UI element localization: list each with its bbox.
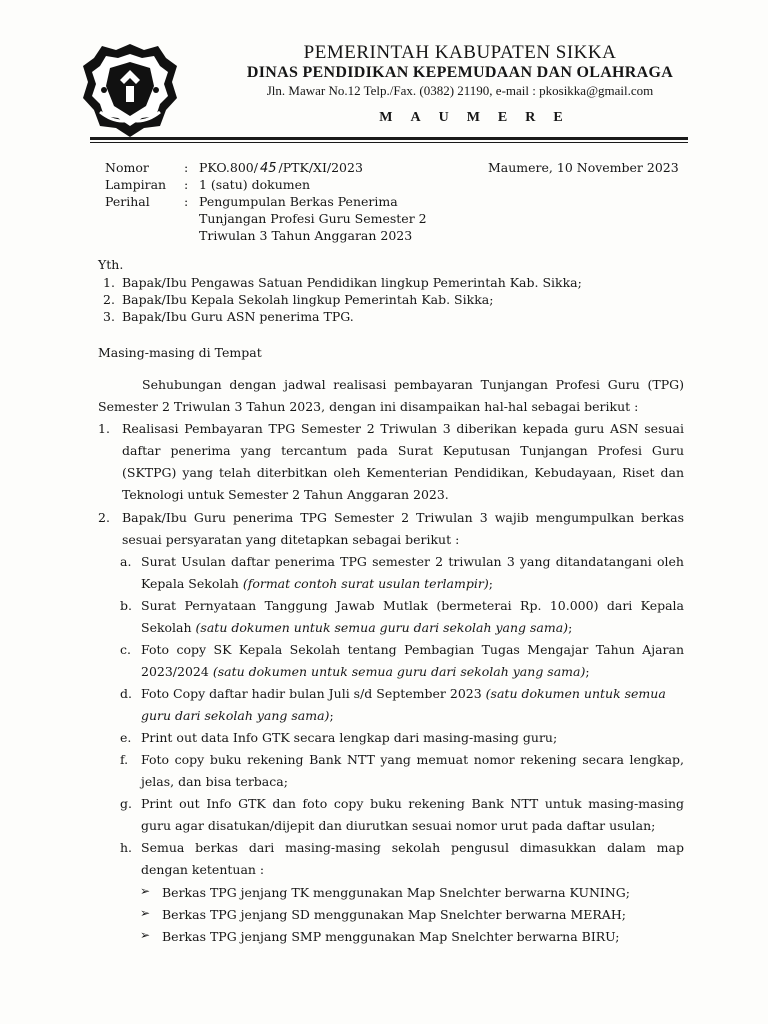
recipient-text: Bapak/Ibu Guru ASN penerima TPG.: [122, 309, 354, 324]
sub-item-h-line: dengan ketentuan :: [141, 862, 265, 877]
recipient-number: 1.: [103, 275, 115, 290]
recipient-text: Bapak/Ibu Kepala Sekolah lingkup Pemerintah Kab. Sikka;: [122, 292, 494, 307]
sub-item-note: guru dari sekolah yang sama): [141, 708, 330, 723]
sub-item-marker: d.: [120, 686, 132, 701]
intro-line: Semester 2 Triwulan 3 Tahun 2023, dengan ini disampaikan hal-hal sebagai berikut :: [98, 399, 639, 414]
sub-item-d-line: guru dari sekolah yang sama);: [141, 708, 334, 723]
nomor-suffix: /PTK/XI/2023: [278, 160, 363, 175]
sub-item-marker: c.: [120, 642, 131, 657]
sub-item-f-line: Foto copy buku rekening Bank NTT yang memuat nomor rekening secara lengkap,: [141, 752, 684, 767]
intro-line: Sehubungan dengan jadwal realisasi pembayaran Tunjangan Profesi Guru (TPG): [142, 377, 684, 392]
lampiran-label: Lampiran: [105, 177, 167, 192]
point-2-line: sesuai persyaratan yang ditetapkan sebagai berikut :: [122, 532, 460, 547]
bullet-item: Berkas TPG jenjang TK menggunakan Map Snelchter berwarna KUNING;: [162, 885, 630, 900]
letterhead-divider-thin: [90, 142, 688, 143]
perihal-line: Pengumpulan Berkas Penerima: [199, 194, 398, 209]
perihal-line: Tunjangan Profesi Guru Semester 2: [199, 211, 427, 226]
point-2-line: Bapak/Ibu Guru penerima TPG Semester 2 Triwulan 3 wajib mengumpulkan berkas: [122, 510, 684, 525]
government-name: PEMERINTAH KABUPATEN SIKKA: [303, 42, 617, 63]
sub-item-marker: a.: [120, 554, 132, 569]
perihal-line: Triwulan 3 Tahun Anggaran 2023: [199, 228, 413, 243]
letterhead-divider-thick: [90, 137, 688, 140]
sub-item-a-line: Surat Usulan daftar penerima TPG semester 2 triwulan 3 yang ditandatangani oleh: [141, 554, 684, 569]
lampiran-colon: :: [184, 177, 189, 192]
bullet-item: Berkas TPG jenjang SD menggunakan Map Snelchter berwarna MERAH;: [162, 907, 626, 922]
perihal-colon: :: [184, 194, 189, 209]
sub-item-marker: g.: [120, 796, 132, 811]
bullet-item: Berkas TPG jenjang SMP menggunakan Map Snelchter berwarna BIRU;: [162, 929, 620, 944]
point-number: 1.: [98, 421, 110, 436]
regency-emblem-logo: [80, 40, 180, 140]
sub-item-marker: f.: [120, 752, 129, 767]
nomor-handwritten: 45: [259, 161, 277, 176]
arrowhead-bullet-icon: ➢: [140, 906, 151, 920]
sub-item-marker: h.: [120, 840, 133, 855]
sub-item-f-line: jelas, dan bisa terbaca;: [141, 774, 288, 789]
point-1-line: (SKTPG) yang telah diterbitkan oleh Kementerian Pendidikan, Kebudayaan, Riset dan: [122, 465, 684, 480]
sub-item-e-line: Print out data Info GTK secara lengkap dari masing-masing guru;: [141, 730, 558, 745]
sub-item-g-line: Print out Info GTK dan foto copy buku rekening Bank NTT untuk masing-masing: [141, 796, 684, 811]
sub-item-note: (satu dokumen untuk semua: [485, 686, 666, 701]
department-name: DINAS PENDIDIKAN KEPEMUDAAN DAN OLAHRAGA: [246, 64, 674, 81]
sub-item-note: (satu dokumen untuk semua guru dari sekolah yang sama): [195, 620, 569, 635]
sub-item-d-line: Foto Copy daftar hadir bulan Juli s/d September 2023 (satu dokumen untuk semua: [141, 686, 666, 701]
recipient-text: Bapak/Ibu Pengawas Satuan Pendidikan lingkup Pemerintah Kab. Sikka;: [122, 275, 582, 290]
sub-item-b-line: Sekolah (satu dokumen untuk semua guru dari sekolah yang sama);: [141, 620, 573, 635]
office-city: MAUMERE: [379, 110, 581, 125]
sub-item-g-line: guru agar disatukan/dijepit dan diurutkan sesuai nomor urut pada daftar usulan;: [141, 818, 656, 833]
recipient-number: 3.: [103, 309, 115, 324]
sub-item-c-line: Foto copy SK Kepala Sekolah tentang Pembagian Tugas Mengajar Tahun Ajaran: [141, 642, 684, 657]
sub-item-a-line: Kepala Sekolah (format contoh surat usulan terlampir);: [141, 576, 493, 591]
sub-item-h-line: Semua berkas dari masing-masing sekolah pengusul dimasukkan dalam map: [141, 840, 684, 855]
letter-date: Maumere, 10 November 2023: [488, 160, 679, 175]
sub-item-marker: b.: [120, 598, 132, 613]
sub-item-note: (format contoh surat usulan terlampir): [242, 576, 489, 591]
salutation: Yth.: [98, 257, 124, 272]
perihal-label: Perihal: [105, 194, 150, 209]
sub-item-b-line: Surat Pernyataan Tanggung Jawab Mutlak (bermeterai Rp. 10.000) dari Kepala: [141, 598, 684, 613]
nomor-label: Nomor: [105, 160, 149, 175]
nomor-value: [199, 159, 363, 177]
nomor-colon: :: [184, 160, 189, 175]
recipient-number: 2.: [103, 292, 115, 307]
recipient-place: Masing-masing di Tempat: [98, 345, 262, 360]
point-1-line: Teknologi untuk Semester 2 Tahun Anggaran 2023.: [122, 487, 449, 502]
point-1-line: Realisasi Pembayaran TPG Semester 2 Triwulan 3 diberikan kepada guru ASN sesuai: [122, 421, 684, 436]
arrowhead-bullet-icon: ➢: [140, 928, 151, 942]
office-address: Jln. Mawar No.12 Telp./Fax. (0382) 21190, e-mail : pkosikka@gmail.com: [266, 83, 654, 98]
arrowhead-bullet-icon: ➢: [140, 884, 151, 898]
point-1-line: daftar penerima yang tercantum pada Surat Keputusan Tunjangan Profesi Guru: [122, 443, 684, 458]
nomor-prefix: PKO.800/: [199, 160, 258, 175]
lampiran-value: 1 (satu) dokumen: [199, 177, 311, 192]
sub-item-note: (satu dokumen untuk semua guru dari sekolah yang sama): [212, 664, 586, 679]
point-number: 2.: [98, 510, 110, 525]
sub-item-c-line: 2023/2024 (satu dokumen untuk semua guru dari sekolah yang sama);: [141, 664, 590, 679]
sub-item-marker: e.: [120, 730, 132, 745]
